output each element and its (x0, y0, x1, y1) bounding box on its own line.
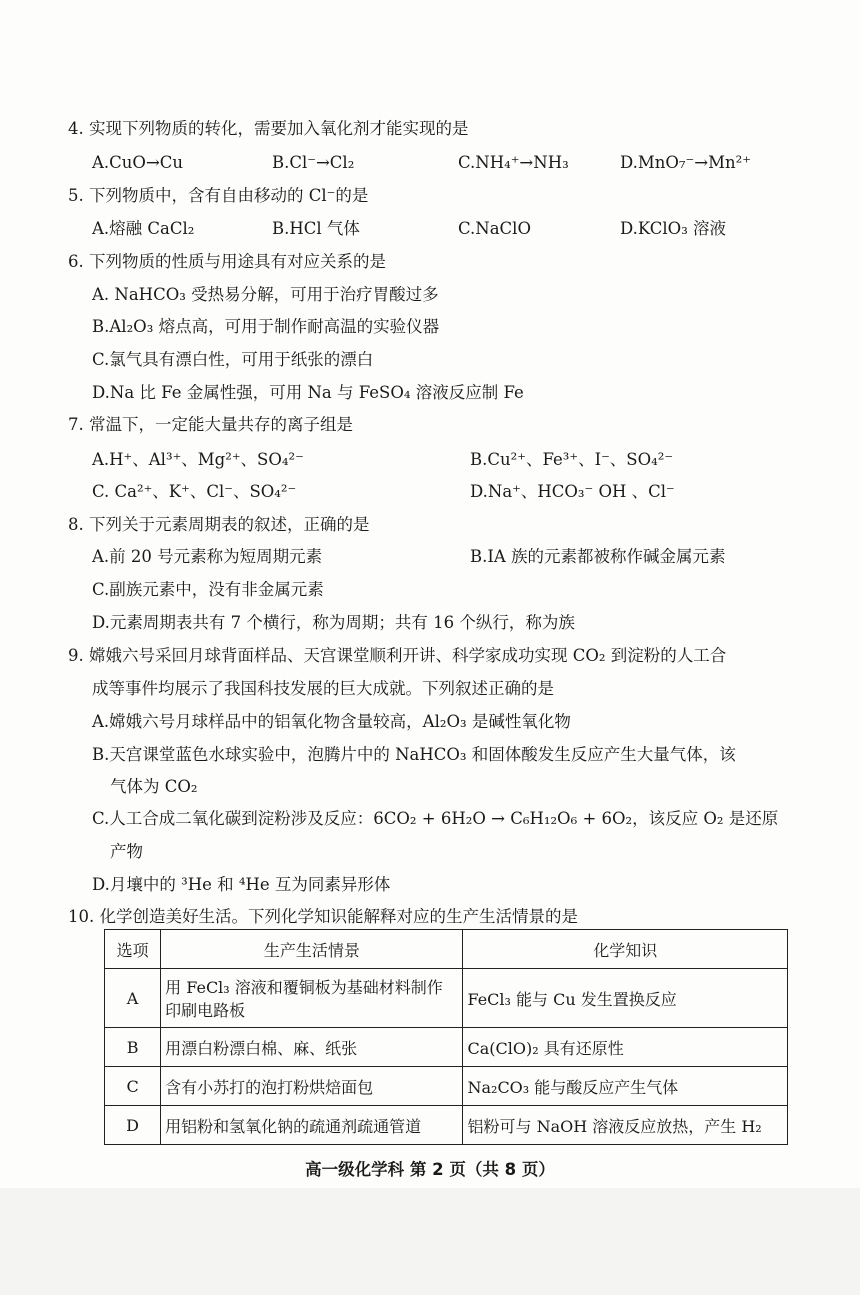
row-option: B (105, 1028, 161, 1067)
q5-option-c: C.NaClO (458, 219, 531, 238)
table-row (105, 1028, 788, 1067)
q7-option-b: B.Cu²⁺、Fe³⁺、I⁻、SO₄²⁻ (470, 450, 674, 469)
row-knowledge: Ca(ClO)₂ 具有还原性 (463, 1028, 788, 1067)
q9-option-b-line1: B.天宫课堂蓝色水球实验中，泡腾片中的 NaHCO₃ 和固体酸发生反应产生大量气体，该 (92, 745, 736, 764)
row-scene: 用漂白粉漂白棉、麻、纸张 (161, 1028, 463, 1067)
table-row (105, 1106, 788, 1145)
q10-stem: 10. 化学创造美好生活。下列化学知识能解释对应的生产生活情景的是 (68, 907, 578, 926)
q4-stem: 4. 实现下列物质的转化，需要加入氧化剂才能实现的是 (68, 119, 469, 138)
header-scene: 生产生活情景 (161, 930, 463, 969)
q4-option-a: A.CuO→Cu (92, 153, 184, 172)
q9-option-a: A.嫦娥六号月球样品中的铝氧化物含量较高，Al₂O₃ 是碱性氧化物 (92, 712, 571, 731)
row-option: A (105, 969, 161, 1028)
row-scene: 含有小苏打的泡打粉烘焙面包 (161, 1067, 463, 1106)
q8-option-a: A.前 20 号元素称为短周期元素 (92, 547, 323, 566)
row-option: D (105, 1106, 161, 1145)
q4-option-b: B.Cl⁻→Cl₂ (272, 153, 355, 172)
header-knowledge: 化学知识 (463, 930, 788, 969)
row-knowledge: 铝粉可与 NaOH 溶液反应放热，产生 H₂ (463, 1106, 788, 1145)
q7-option-d: D.Na⁺、HCO₃⁻ OH 、Cl⁻ (470, 482, 675, 501)
header-option: 选项 (105, 930, 161, 969)
table-row (105, 1067, 788, 1106)
row-knowledge: Na₂CO₃ 能与酸反应产生气体 (463, 1067, 788, 1106)
q9-option-d: D.月壤中的 ³He 和 ⁴He 互为同素异形体 (92, 875, 391, 894)
q4-option-d: D.MnO₇⁻→Mn²⁺ (620, 153, 751, 172)
q7-stem: 7. 常温下，一定能大量共存的离子组是 (68, 415, 353, 434)
q9-stem-line1: 9. 嫦娥六号采回月球背面样品、天宫课堂顺利开讲、科学家成功实现 CO₂ 到淀粉的人工合 (68, 646, 727, 665)
q6-option-d: D.Na 比 Fe 金属性强，可用 Na 与 FeSO₄ 溶液反应制 Fe (92, 383, 524, 402)
row-option: C (105, 1067, 161, 1106)
q5-option-b: B.HCl 气体 (272, 219, 360, 238)
q9-option-c-line1: C.人工合成二氧化碳到淀粉涉及反应：6CO₂ + 6H₂O → C₆H₁₂O₆ + 6O₂，该反应 O₂ 是还原 (92, 809, 779, 828)
q6-option-b: B.Al₂O₃ 熔点高，可用于制作耐高温的实验仪器 (92, 317, 440, 336)
q6-stem: 6. 下列物质的性质与用途具有对应关系的是 (68, 252, 386, 271)
q6-option-a: A. NaHCO₃ 受热易分解，可用于治疗胃酸过多 (92, 285, 439, 304)
q5-option-a: A.熔融 CaCl₂ (92, 219, 195, 238)
row-scene: 用铝粉和氢氧化钠的疏通剂疏通管道 (161, 1106, 463, 1145)
row-scene: 用 FeCl₃ 溶液和覆铜板为基础材料制作印刷电路板 (161, 969, 463, 1028)
q9-option-b-line2: 气体为 CO₂ (110, 777, 198, 796)
q8-stem: 8. 下列关于元素周期表的叙述，正确的是 (68, 515, 370, 534)
q5-option-d: D.KClO₃ 溶液 (620, 219, 727, 238)
q8-option-c: C.副族元素中，没有非金属元素 (92, 580, 324, 599)
page-bottom-margin (0, 1188, 860, 1295)
q6-option-c: C.氯气具有漂白性，可用于纸张的漂白 (92, 350, 374, 369)
page-footer: 高一级化学科 第 2 页（共 8 页） (305, 1160, 555, 1179)
q9-stem-line2: 成等事件均展示了我国科技发展的巨大成就。下列叙述正确的是 (92, 679, 554, 698)
q9-option-c-line2: 产物 (110, 842, 143, 861)
row-knowledge: FeCl₃ 能与 Cu 发生置换反应 (463, 969, 788, 1028)
table-header-row (105, 930, 788, 969)
q5-stem: 5. 下列物质中，含有自由移动的 Cl⁻的是 (68, 186, 369, 205)
q7-option-a: A.H⁺、Al³⁺、Mg²⁺、SO₄²⁻ (92, 450, 304, 469)
q7-option-c: C. Ca²⁺、K⁺、Cl⁻、SO₄²⁻ (92, 482, 297, 501)
q10-table (104, 929, 788, 1145)
q8-option-b: B.IA 族的元素都被称作碱金属元素 (470, 547, 726, 566)
q8-option-d: D.元素周期表共有 7 个横行，称为周期；共有 16 个纵行，称为族 (92, 613, 575, 632)
table-row (105, 969, 788, 1028)
q4-option-c: C.NH₄⁺→NH₃ (458, 153, 569, 172)
